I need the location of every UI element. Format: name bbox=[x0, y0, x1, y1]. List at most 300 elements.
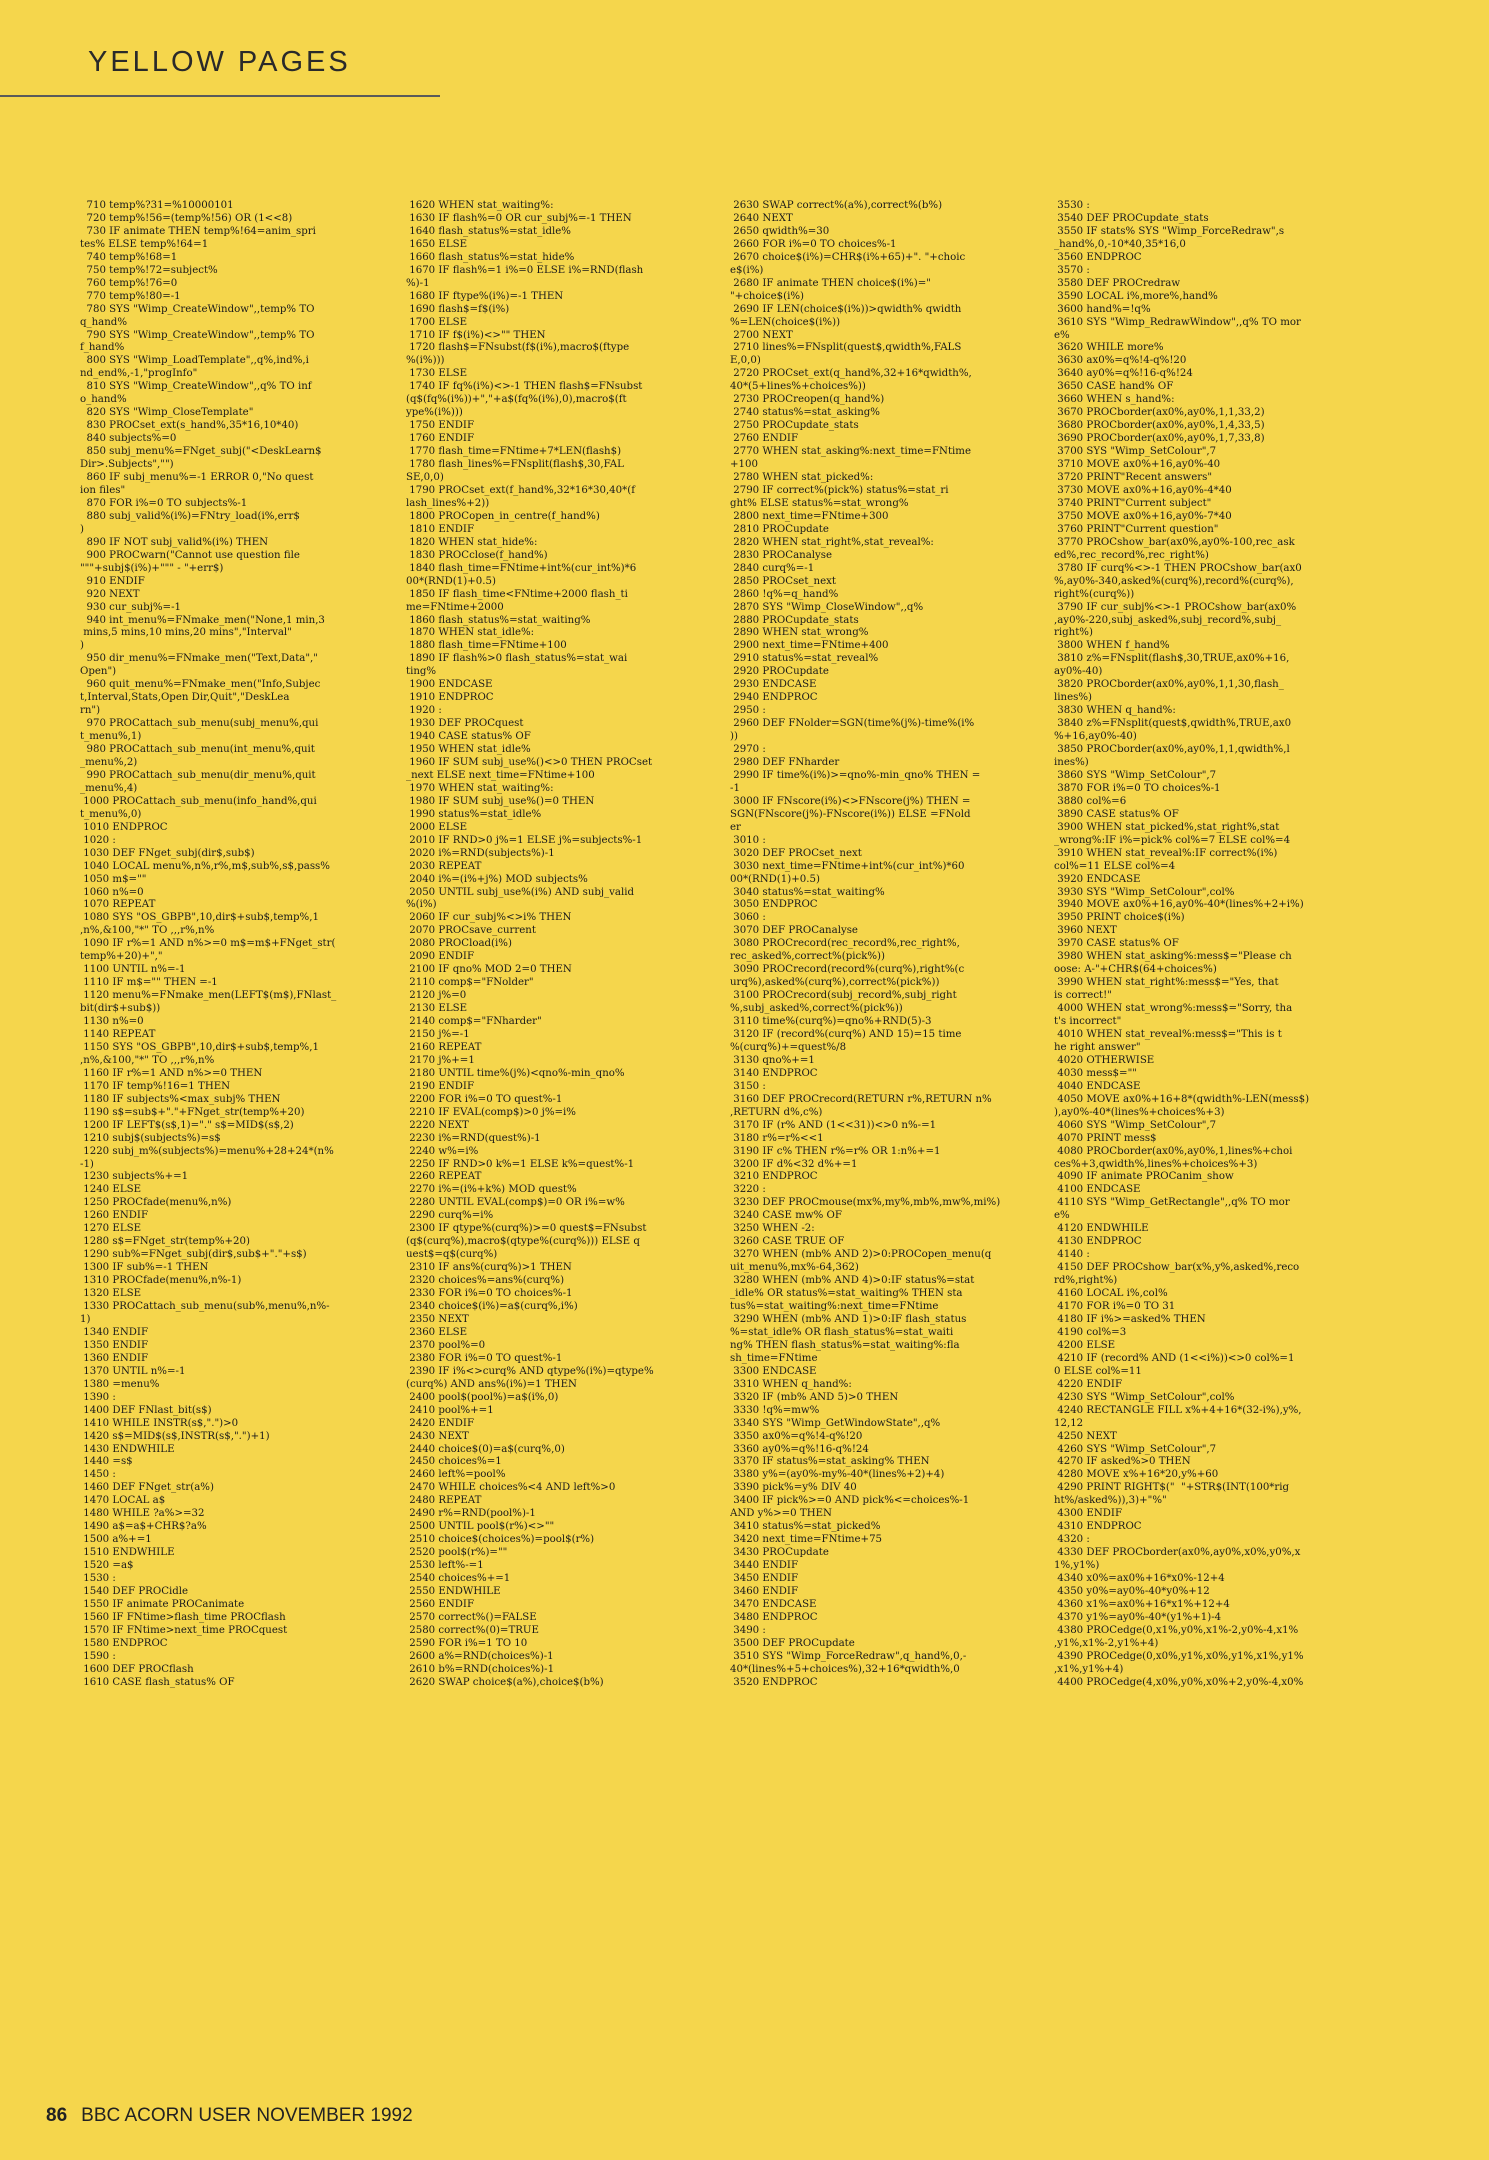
code-line: 1320 ELSE bbox=[80, 1288, 142, 1300]
code-line: 1120 menu%=FNmake_men(LEFT$(m$),FNlast_ bbox=[80, 990, 337, 1002]
code-line: 1510 ENDWHILE bbox=[80, 1547, 175, 1559]
code-line: 2250 IF RND>0 k%=1 ELSE k%=quest%-1 bbox=[406, 1158, 635, 1170]
code-line: 3510 SYS "Wimp_ForceRedraw",q_hand%,0,- bbox=[730, 1650, 967, 1662]
code-line: 2320 choices%=ans%(curq%) bbox=[406, 1275, 565, 1287]
code-line: ) bbox=[80, 523, 84, 535]
code-line: 1900 ENDCASE bbox=[406, 679, 493, 691]
code-line: 1640 flash_status%=stat_idle% bbox=[406, 225, 571, 237]
publication-line: BBC ACORN USER NOVEMBER 1992 bbox=[81, 2105, 413, 2126]
code-line: right%) bbox=[1054, 627, 1093, 639]
code-line: 1110 IF m$="" THEN =-1 bbox=[80, 977, 218, 989]
code-line: 1250 PROCfade(menu%,n%) bbox=[80, 1197, 232, 1209]
code-line: 950 dir_menu%=FNmake_men("Text,Data"," bbox=[80, 653, 318, 665]
header-rule bbox=[0, 95, 440, 97]
code-line: 3180 r%=r%<<1 bbox=[730, 1132, 824, 1144]
code-line: 1880 flash_time=FNtime+100 bbox=[406, 640, 567, 652]
code-line: e$(i%) bbox=[730, 264, 764, 276]
code-line: 1410 WHILE INSTR(s$,".")>0 bbox=[80, 1417, 239, 1429]
code-line: 780 SYS "Wimp_CreateWindow",,temp% TO bbox=[80, 303, 315, 315]
code-line: (curq%) AND ans%(i%)=1 THEN bbox=[406, 1378, 577, 1390]
code-line: e% bbox=[1054, 329, 1070, 341]
code-line: 1870 WHEN stat_idle%: bbox=[406, 627, 535, 639]
code-line: 1560 IF FNtime>flash_time PROCflash bbox=[80, 1611, 286, 1623]
code-line: 1930 DEF PROCquest bbox=[406, 718, 524, 730]
code-line: 2420 ENDIF bbox=[406, 1417, 475, 1429]
code-line: 0 ELSE col%=11 bbox=[1054, 1365, 1142, 1377]
code-line: 3120 IF (record%(curq%) AND 15)=15 time bbox=[730, 1029, 962, 1040]
code-line: 4240 RECTANGLE FILL x%+4+16*(32-i%),y%, bbox=[1054, 1404, 1302, 1416]
code-line: 2660 FOR i%=0 TO choices%-1 bbox=[730, 238, 897, 250]
code-line: _next ELSE next_time=FNtime+100 bbox=[406, 769, 595, 781]
code-line: 3670 PROCborder(ax0%,ay0%,1,1,33,2) bbox=[1054, 407, 1265, 419]
code-line: 4300 ENDIF bbox=[1054, 1508, 1123, 1520]
code-line: SE,0,0) bbox=[406, 472, 444, 484]
code-line: 1940 CASE status% OF bbox=[406, 731, 531, 743]
code-line: f_hand% bbox=[80, 342, 125, 354]
code-line: 2480 REPEAT bbox=[406, 1495, 482, 1507]
code-line: 2860 !q%=q_hand% bbox=[730, 588, 839, 600]
code-line: 2910 status%=stat_reveal% bbox=[730, 653, 879, 665]
code-line: 1230 subjects%+=1 bbox=[80, 1171, 189, 1183]
code-line: 1720 flash$=FNsubst(f$(i%),macro$(ftype bbox=[406, 342, 630, 354]
code-line: lash_lines%+2)) bbox=[406, 497, 490, 509]
code-line: 1390 : bbox=[80, 1391, 116, 1403]
code-line: 3590 LOCAL i%,more%,hand% bbox=[1054, 290, 1218, 302]
code-line: 2260 REPEAT bbox=[406, 1171, 482, 1183]
code-line: 1370 UNTIL n%=-1 bbox=[80, 1365, 186, 1377]
code-line: 3920 ENDCASE bbox=[1054, 873, 1141, 885]
code-line: 1580 ENDPROC bbox=[80, 1637, 168, 1649]
code-line: 3030 next_time=FNtime+int%(cur_int%)*60 bbox=[730, 860, 965, 872]
code-line: ion files" bbox=[80, 484, 126, 496]
code-line: 2500 UNTIL pool$(r%)<>"" bbox=[406, 1521, 555, 1533]
code-line: 720 temp%!56=(temp%!56) OR (1<<8) bbox=[80, 212, 293, 224]
code-line: 3460 ENDIF bbox=[730, 1585, 799, 1597]
code-line: 2090 ENDIF bbox=[406, 951, 475, 963]
code-line: 2460 left%=pool% bbox=[406, 1469, 506, 1481]
code-line: 2330 FOR i%=0 TO choices%-1 bbox=[406, 1288, 573, 1300]
code-line: q_hand% bbox=[80, 316, 128, 328]
code-line: 1100 UNTIL n%=-1 bbox=[80, 964, 186, 976]
code-line: 1780 flash_lines%=FNsplit(flash$,30,FAL bbox=[406, 459, 624, 471]
code-line: 4090 IF animate PROCanim_show bbox=[1054, 1171, 1234, 1183]
code-line: ,n%,&100,"*" TO ,,,r%,n% bbox=[80, 1054, 215, 1066]
code-line: 4360 x1%=ax0%+16*x1%+12+4 bbox=[1054, 1598, 1230, 1610]
code-line: 2020 i%=RND(subjects%)-1 bbox=[406, 847, 555, 859]
code-line: oose: A-"+CHR$(64+choices%) bbox=[1054, 964, 1217, 976]
code-line: 810 SYS "Wimp_CreateWindow",,q% TO inf bbox=[80, 381, 312, 393]
code-line: 970 PROCattach_sub_menu(subj_menu%,qui bbox=[80, 718, 319, 730]
code-line: 1420 s$=MID$(s$,INSTR(s$,".")+1) bbox=[80, 1430, 270, 1442]
code-line: 4380 PROCedge(0,x1%,y0%,x1%-2,y0%-4,x1% bbox=[1054, 1624, 1299, 1636]
code-line: 3070 DEF PROCanalyse bbox=[730, 925, 858, 937]
code-line: 830 PROCset_ext(s_hand%,35*16,10*40) bbox=[80, 420, 299, 432]
code-line: 2160 REPEAT bbox=[406, 1041, 482, 1053]
code-line: 2240 w%=i% bbox=[406, 1145, 479, 1157]
code-line: 1550 IF animate PROCanimate bbox=[80, 1598, 245, 1610]
code-line: 2110 comp$="FNolder" bbox=[406, 977, 534, 989]
code-line: 4370 y1%=ay0%-40*(y1%+1)-4 bbox=[1054, 1611, 1222, 1623]
code-line: 770 temp%!80=-1 bbox=[80, 290, 181, 302]
code-line: 1540 DEF PROCidle bbox=[80, 1585, 189, 1597]
code-line: 3200 IF d%<32 d%+=1 bbox=[730, 1158, 858, 1170]
code-line: 880 subj_valid%(i%)=FNtry_load(i%,err$ bbox=[80, 510, 300, 522]
code-line: ght% ELSE status%=stat_wrong% bbox=[730, 497, 909, 509]
code-line: 3650 CASE hand% OF bbox=[1054, 381, 1174, 393]
code-line: ) bbox=[80, 640, 84, 652]
code-line: 3260 CASE TRUE OF bbox=[730, 1236, 845, 1248]
code-line: 1140 REPEAT bbox=[80, 1029, 156, 1040]
code-line: 1200 IF LEFT$(s$,1)="." s$=MID$(s$,2) bbox=[80, 1119, 294, 1131]
code-line: 4200 ELSE bbox=[1054, 1339, 1116, 1351]
code-line: 2120 j%=0 bbox=[406, 990, 467, 1002]
code-line: 2410 pool%+=1 bbox=[406, 1404, 494, 1416]
code-line: 4330 DEF PROCborder(ax0%,ay0%,x0%,y0%,x bbox=[1054, 1547, 1301, 1559]
code-line: ines%) bbox=[1054, 756, 1089, 768]
code-line: 3000 IF FNscore(i%)<>FNscore(j%) THEN = bbox=[730, 795, 971, 807]
code-line: nd_end%,-1,"progInfo" bbox=[80, 368, 198, 380]
code-line: 2720 PROCset_ext(q_hand%,32+16*qwidth%, bbox=[730, 368, 972, 380]
code-line: 1450 : bbox=[80, 1469, 116, 1481]
code-line: rd%,right%) bbox=[1054, 1275, 1118, 1287]
page-footer bbox=[46, 2105, 413, 2127]
code-line: lines%) bbox=[1054, 692, 1092, 704]
code-line: 2360 ELSE bbox=[406, 1326, 468, 1338]
code-line: 1810 ENDIF bbox=[406, 523, 475, 535]
code-line: 2780 WHEN stat_picked%: bbox=[730, 472, 874, 484]
code-line: 4110 SYS "Wimp_GetRectangle",,q% TO mor bbox=[1054, 1197, 1290, 1209]
code-line: ,ay0%-220,subj_asked%,subj_record%,subj_ bbox=[1054, 614, 1282, 626]
code-line: ed%,rec_record%,rec_right%) bbox=[1054, 549, 1209, 561]
code-line: 00*(RND(1)+0.5) bbox=[406, 575, 496, 587]
code-line: ng% THEN flash_status%=stat_waiting%:fla bbox=[730, 1339, 960, 1351]
code-line: 1700 ELSE bbox=[406, 316, 468, 328]
code-line: 1680 IF ftype%(i%)=-1 THEN bbox=[406, 290, 564, 302]
code-line: 2300 IF qtype%(curq%)>=0 quest$=FNsubst bbox=[406, 1223, 647, 1235]
code-line: 1860 flash_status%=stat_waiting% bbox=[406, 614, 591, 626]
code-line: 3850 PROCborder(ax0%,ay0%,1,1,qwidth%,l bbox=[1054, 744, 1290, 756]
code-line: E,0,0) bbox=[730, 355, 761, 367]
code-line: 1710 IF f$(i%)<>"" THEN bbox=[406, 329, 546, 341]
code-line: -1) bbox=[80, 1158, 94, 1170]
code-line: 2270 i%=(i%+k%) MOD quest% bbox=[406, 1184, 577, 1196]
code-line: 900 PROCwarn("Cannot use question file bbox=[80, 549, 300, 561]
code-line: 3870 FOR i%=0 TO choices%-1 bbox=[1054, 782, 1221, 794]
code-line: 3470 ENDCASE bbox=[730, 1598, 817, 1610]
code-line: %(i%) bbox=[406, 899, 437, 911]
code-line: 4100 ENDCASE bbox=[1054, 1184, 1141, 1196]
code-line: Dir>.Subjects","") bbox=[80, 459, 174, 471]
code-line: 2620 SWAP choice$(a%),choice$(b%) bbox=[406, 1676, 604, 1688]
code-line: 40*(lines%+5+choices%),32+16*qwidth%,0 bbox=[730, 1663, 960, 1675]
code-line: 2140 comp$="FNharder" bbox=[406, 1016, 542, 1028]
code-line: mins,5 mins,10 mins,20 mins","Interval" bbox=[80, 627, 292, 639]
code-line: 1380 =menu% bbox=[80, 1378, 160, 1390]
code-line: %)-1 bbox=[406, 277, 430, 289]
code-line: 2740 status%=stat_asking% bbox=[730, 407, 880, 419]
code-line: 3810 z%=FNsplit(flash$,30,TRUE,ax0%+16, bbox=[1054, 653, 1290, 665]
code-line: 2590 FOR i%=1 TO 10 bbox=[406, 1637, 528, 1649]
code-line: 2850 PROCset_next bbox=[730, 575, 836, 587]
code-line: 3660 WHEN s_hand%: bbox=[1054, 394, 1175, 406]
code-line: 870 FOR i%=0 TO subjects%-1 bbox=[80, 497, 248, 509]
code-line: 3900 WHEN stat_picked%,stat_right%,stat bbox=[1054, 821, 1280, 833]
code-line: 730 IF animate THEN temp%!64=anim_spri bbox=[80, 225, 316, 237]
code-line: 920 NEXT bbox=[80, 588, 140, 600]
code-line: o_hand% bbox=[80, 394, 127, 406]
code-line: SGN(FNscore(j%)-FNscore(i%)) ELSE =FNold bbox=[730, 808, 971, 820]
code-line: 4400 PROCedge(4,x0%,y0%,x0%+2,y0%-4,x0% bbox=[1054, 1676, 1304, 1688]
code-line: 12,12 bbox=[1054, 1417, 1084, 1429]
code-line: 1040 LOCAL menu%,n%,r%,m$,sub%,s$,pass% bbox=[80, 860, 330, 872]
code-line: 3770 PROCshow_bar(ax0%,ay0%-100,rec_ask bbox=[1054, 536, 1295, 548]
code-line: 3450 ENDIF bbox=[730, 1573, 799, 1585]
code-line: t_menu%,1) bbox=[80, 731, 142, 743]
code-line: 1620 WHEN stat_waiting%: bbox=[406, 200, 554, 211]
code-line: 3380 y%=(ay0%-my%-40*(lines%+2)+4) bbox=[730, 1469, 945, 1481]
code-line: 1150 SYS "OS_GBPB",10,dir$+sub$,temp%,1 bbox=[80, 1041, 319, 1053]
code-line: 4190 col%=3 bbox=[1054, 1326, 1127, 1338]
code-line: 760 temp%!76=0 bbox=[80, 277, 178, 289]
code-line: tes% ELSE temp%!64=1 bbox=[80, 238, 209, 250]
code-line: 1480 WHILE ?a%>=32 bbox=[80, 1508, 205, 1520]
code-line: 3880 col%=6 bbox=[1054, 795, 1127, 807]
code-line: 1500 a%+=1 bbox=[80, 1534, 152, 1546]
code-line: 1690 flash$=f$(i%) bbox=[406, 303, 510, 315]
code-line: 3390 pick%=y% DIV 40 bbox=[730, 1482, 857, 1494]
code-line: 2470 WHILE choices%<4 AND left%>0 bbox=[406, 1482, 616, 1494]
code-line: 2280 UNTIL EVAL(comp$)=0 OR i%=w% bbox=[406, 1197, 625, 1209]
code-line: 3890 CASE status% OF bbox=[1054, 808, 1179, 820]
code-column-2 bbox=[406, 200, 706, 2110]
code-line: 4290 PRINT RIGHT$(" "+STR$(INT(100*rig bbox=[1054, 1482, 1290, 1494]
code-line: 2980 DEF FNharder bbox=[730, 756, 840, 768]
code-line: t's incorrect" bbox=[1054, 1016, 1122, 1028]
code-line: 1170 IF temp%!16=1 THEN bbox=[80, 1080, 231, 1092]
code-line: 1460 DEF FNget_str(a%) bbox=[80, 1482, 214, 1494]
code-line: 2810 PROCupdate bbox=[730, 523, 829, 535]
code-line: 3980 WHEN stat_asking%:mess$="Please ch bbox=[1054, 951, 1292, 963]
code-line: 3140 ENDPROC bbox=[730, 1067, 818, 1079]
code-line: ype%(i%))) bbox=[406, 407, 463, 419]
code-line: 2310 IF ans%(curq%)>1 THEN bbox=[406, 1262, 572, 1274]
code-line: 2170 j%+=1 bbox=[406, 1054, 475, 1066]
code-line: 4260 SYS "Wimp_SetColour",7 bbox=[1054, 1443, 1217, 1455]
code-line: 1290 sub%=FNget_subj(dir$,sub$+"."+s$) bbox=[80, 1249, 307, 1261]
code-line: 3940 MOVE ax0%+16,ay0%-40*(lines%+2+i%) bbox=[1054, 899, 1304, 911]
code-line: 3220 : bbox=[730, 1184, 766, 1196]
code-line: 1980 IF SUM subj_use%()=0 THEN bbox=[406, 795, 595, 807]
code-line: 740 temp%!68=1 bbox=[80, 251, 178, 263]
code-line: 890 IF NOT subj_valid%(i%) THEN bbox=[80, 536, 269, 548]
code-line: 2290 curq%=i% bbox=[406, 1210, 494, 1222]
code-line: "+choice$(i%) bbox=[730, 290, 804, 302]
code-line: 3170 IF (r% AND (1<<31))<>0 n%-=1 bbox=[730, 1119, 937, 1131]
code-line: 2650 qwidth%=30 bbox=[730, 225, 830, 237]
code-line: 1080 SYS "OS_GBPB",10,dir$+sub$,temp%,1 bbox=[80, 912, 319, 924]
code-line: 2820 WHEN stat_right%,stat_reveal%: bbox=[730, 536, 934, 548]
code-line: _menu%,2) bbox=[80, 756, 138, 768]
code-line: temp%+20)+"," bbox=[80, 951, 163, 963]
code-line: 3280 WHEN (mb% AND 4)>0:IF status%=stat bbox=[730, 1275, 975, 1287]
code-line: 1160 IF r%=1 AND n%>=0 THEN bbox=[80, 1067, 263, 1079]
code-line: 1430 ENDWHILE bbox=[80, 1443, 175, 1455]
code-line: 2750 PROCupdate_stats bbox=[730, 420, 859, 432]
code-line: is correct!" bbox=[1054, 990, 1112, 1002]
code-line: 3160 DEF PROCrecord(RETURN r%,RETURN n% bbox=[730, 1093, 992, 1105]
section-header: YELLOW PAGES bbox=[88, 46, 351, 78]
code-line: 4080 PROCborder(ax0%,ay0%,1,lines%+choi bbox=[1054, 1145, 1293, 1157]
code-line: 3480 ENDPROC bbox=[730, 1611, 818, 1623]
code-line: 3700 SYS "Wimp_SetColour",7 bbox=[1054, 446, 1217, 458]
code-line: 1730 ELSE bbox=[406, 368, 468, 380]
code-line: 1750 ENDIF bbox=[406, 420, 475, 432]
code-line: 2150 j%=-1 bbox=[406, 1029, 470, 1040]
code-line: 930 cur_subj%=-1 bbox=[80, 601, 181, 613]
code-line: 1790 PROCset_ext(f_hand%,32*16*30,40*(f bbox=[406, 484, 635, 496]
code-line: 1360 ENDIF bbox=[80, 1352, 149, 1364]
code-line: 3430 PROCupdate bbox=[730, 1547, 829, 1559]
code-line: uest$=q$(curq%) bbox=[406, 1249, 498, 1261]
code-line: 2050 UNTIL subj_use%(i%) AND subj_valid bbox=[406, 886, 635, 898]
code-line: 2210 IF EVAL(comp$)>0 j%=i% bbox=[406, 1106, 576, 1118]
code-line: (q$(curq%),macro$(qtype%(curq%))) ELSE q bbox=[406, 1236, 640, 1248]
code-line: %(i%))) bbox=[406, 355, 445, 367]
code-line: %+16,ay0%-40) bbox=[1054, 731, 1137, 743]
code-line: 2390 IF i%<>curq% AND qtype%(i%)=qtype% bbox=[406, 1365, 654, 1377]
code-line: 2400 pool$(pool%)=a$(i%,0) bbox=[406, 1391, 559, 1403]
code-line: 820 SYS "Wimp_CloseTemplate" bbox=[80, 407, 254, 419]
code-line: 2830 PROCanalyse bbox=[730, 549, 833, 561]
code-line: 2800 next_time=FNtime+300 bbox=[730, 510, 889, 522]
code-line: 3270 WHEN (mb% AND 2)>0:PROCopen_menu(q bbox=[730, 1249, 992, 1261]
code-line: 4180 IF i%>=asked% THEN bbox=[1054, 1313, 1206, 1325]
code-line: 2070 PROCsave_current bbox=[406, 925, 536, 937]
code-line: 4340 x0%=ax0%+16*x0%-12+4 bbox=[1054, 1573, 1225, 1585]
code-line: 3020 DEF PROCset_next bbox=[730, 847, 862, 859]
code-line: 3500 DEF PROCupdate bbox=[730, 1637, 855, 1649]
code-line: 4060 SYS "Wimp_SetColour",7 bbox=[1054, 1119, 1217, 1131]
code-column-3 bbox=[730, 200, 1030, 2110]
code-line: 3310 WHEN q_hand%: bbox=[730, 1378, 852, 1390]
code-line: 1970 WHEN stat_waiting%: bbox=[406, 782, 554, 794]
code-line: 1090 IF r%=1 AND n%>=0 m$=m$+FNget_str( bbox=[80, 938, 336, 950]
code-line: 4050 MOVE ax0%+16+8*(qwidth%-LEN(mess$) bbox=[1054, 1093, 1310, 1105]
code-line: 750 temp%!72=subject% bbox=[80, 264, 218, 276]
code-line: ay0%-40) bbox=[1054, 666, 1103, 678]
code-line: 4170 FOR i%=0 TO 31 bbox=[1054, 1301, 1176, 1313]
code-line: 2060 IF cur_subj%<>i% THEN bbox=[406, 912, 572, 924]
code-line: 4220 ENDIF bbox=[1054, 1378, 1123, 1390]
code-line: 1310 PROCfade(menu%,n%-1) bbox=[80, 1275, 242, 1287]
code-line: 2670 choice$(i%)=CHR$(i%+65)+". "+choic bbox=[730, 251, 966, 263]
code-line: 1800 PROCopen_in_centre(f_hand%) bbox=[406, 510, 600, 522]
code-line: 2930 ENDCASE bbox=[730, 679, 817, 691]
code-line: 3250 WHEN -2: bbox=[730, 1223, 815, 1235]
code-line: 1220 subj_m%(subjects%)=menu%+28+24*(n% bbox=[80, 1145, 334, 1157]
code-line: 3420 next_time=FNtime+75 bbox=[730, 1534, 883, 1546]
code-line: 1490 a$=a$+CHR$?a% bbox=[80, 1521, 207, 1533]
code-line: e% bbox=[1054, 1210, 1070, 1222]
code-line: 2220 NEXT bbox=[406, 1119, 469, 1131]
code-line: 3760 PRINT"Current question" bbox=[1054, 523, 1219, 535]
code-line: 3360 ay0%=q%!16-q%!24 bbox=[730, 1443, 869, 1455]
code-line: 2430 NEXT bbox=[406, 1430, 469, 1442]
code-line: 1260 ENDIF bbox=[80, 1210, 149, 1222]
code-line: 3960 NEXT bbox=[1054, 925, 1117, 937]
code-line: 40*(5+lines%+choices%)) bbox=[730, 381, 866, 393]
code-line: 3560 ENDPROC bbox=[1054, 251, 1142, 263]
code-line: 800 SYS "Wimp_LoadTemplate",,q%,ind%,i bbox=[80, 355, 309, 367]
code-line: 1180 IF subjects%<max_subj% THEN bbox=[80, 1093, 281, 1105]
code-line: er bbox=[730, 821, 741, 833]
code-line: col%=11 ELSE col%=4 bbox=[1054, 860, 1176, 872]
code-line: 3300 ENDCASE bbox=[730, 1365, 817, 1377]
code-line: 3350 ax0%=q%!4-q%!20 bbox=[730, 1430, 863, 1442]
code-line: 4040 ENDCASE bbox=[1054, 1080, 1141, 1092]
code-line: 3490 : bbox=[730, 1624, 766, 1636]
code-line: 1060 n%=0 bbox=[80, 886, 144, 898]
code-line: 3330 !q%=mw% bbox=[730, 1404, 820, 1416]
code-line: 3400 IF pick%>=0 AND pick%<=choices%-1 bbox=[730, 1495, 970, 1507]
code-line: 1740 IF fq%(i%)<>-1 THEN flash$=FNsubst bbox=[406, 381, 643, 393]
code-line: 2440 choice$(0)=a$(curq%,0) bbox=[406, 1443, 565, 1455]
code-line: %,subj_asked%,correct%(pick%)) bbox=[730, 1003, 903, 1015]
code-line: 1400 DEF FNlast_bit(s$) bbox=[80, 1404, 212, 1416]
code-line: he right answer" bbox=[1054, 1041, 1141, 1053]
code-line: 3600 hand%=!q% bbox=[1054, 303, 1151, 315]
code-line: 1610 CASE flash_status% OF bbox=[80, 1676, 235, 1688]
code-line: 4030 mess$="" bbox=[1054, 1067, 1137, 1079]
code-line: ,RETURN d%,c%) bbox=[730, 1106, 823, 1118]
code-line: 4250 NEXT bbox=[1054, 1430, 1117, 1442]
code-line: 1%,y1%) bbox=[1054, 1560, 1100, 1572]
code-line: 4010 WHEN stat_reveal%:mess$="This is t bbox=[1054, 1029, 1282, 1040]
code-line: 2510 choice$(choices%)=pool$(r%) bbox=[406, 1534, 595, 1546]
code-line: 1440 =s$ bbox=[80, 1456, 133, 1468]
code-line: 3630 ax0%=q%!4-q%!20 bbox=[1054, 355, 1187, 367]
code-line: 1070 REPEAT bbox=[80, 899, 156, 911]
code-line: 4320 : bbox=[1054, 1534, 1090, 1546]
code-line: 3780 IF curq%<>-1 THEN PROCshow_bar(ax0 bbox=[1054, 562, 1302, 574]
code-line: 3150 : bbox=[730, 1080, 766, 1092]
code-line: 3840 z%=FNsplit(quest$,qwidth%,TRUE,ax0 bbox=[1054, 718, 1292, 730]
code-line: 1950 WHEN stat_idle% bbox=[406, 744, 531, 756]
code-line: 2530 left%-=1 bbox=[406, 1560, 484, 1572]
code-line: (q$(fq%(i%))+","+a$(fq%(i%),0),macro$(ft bbox=[406, 394, 627, 406]
code-line: 3290 WHEN (mb% AND 1)>0:IF flash_status bbox=[730, 1313, 967, 1325]
code-line: 3710 MOVE ax0%+16,ay0%-40 bbox=[1054, 459, 1221, 471]
code-line: 940 int_menu%=FNmake_men("None,1 min,3 bbox=[80, 614, 325, 626]
code-line: 3930 SYS "Wimp_SetColour",col% bbox=[1054, 886, 1235, 898]
code-line: 1770 flash_time=FNtime+7*LEN(flash$) bbox=[406, 446, 622, 458]
code-line: 2340 choice$(i%)=a$(curq%,i%) bbox=[406, 1301, 578, 1313]
code-line: 990 PROCattach_sub_menu(dir_menu%,quit bbox=[80, 769, 316, 781]
code-line: ting% bbox=[406, 666, 437, 678]
code-line: 3040 status%=stat_waiting% bbox=[730, 886, 885, 898]
code-column-4 bbox=[1054, 200, 1354, 2110]
code-line: 980 PROCattach_sub_menu(int_menu%,quit bbox=[80, 744, 315, 756]
code-line: 2900 next_time=FNtime+400 bbox=[730, 640, 889, 652]
code-line: 840 subjects%=0 bbox=[80, 433, 177, 445]
code-line: 3550 IF stats% SYS "Wimp_ForceRedraw",s bbox=[1054, 225, 1285, 237]
code-line: %=LEN(choice$(i%)) bbox=[730, 316, 841, 328]
code-line: ,x1%,y1%+4) bbox=[1054, 1663, 1124, 1675]
code-line: 2950 : bbox=[730, 705, 766, 717]
code-line: 1190 s$=sub$+"."+FNget_str(temp%+20) bbox=[80, 1106, 305, 1118]
code-line: 3910 WHEN stat_reveal%:IF correct%(i%) bbox=[1054, 847, 1278, 859]
code-line: 2630 SWAP correct%(a%),correct%(b%) bbox=[730, 200, 943, 211]
